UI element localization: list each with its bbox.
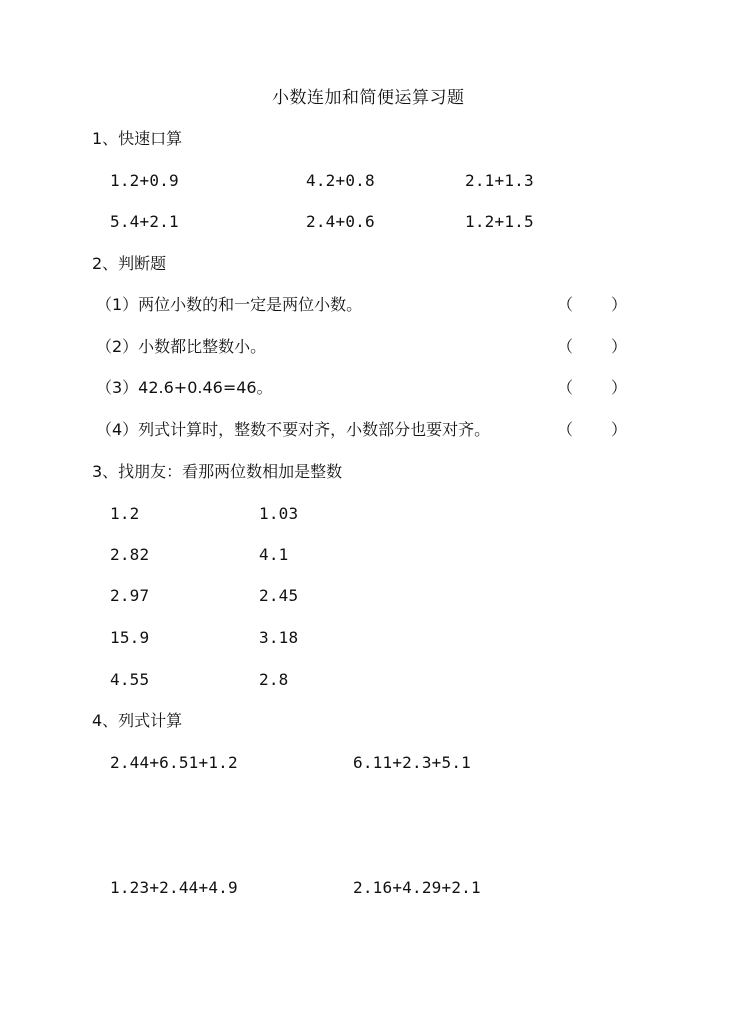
judgement-statement: （4）列式计算时，整数不要对齐，小数部分也要对齐。 (96, 420, 491, 439)
quick-calc-item: 1.2+0.9 (110, 171, 179, 190)
section-heading-quick-calc: 1、快速口算 (92, 129, 183, 148)
friend-number-left[interactable]: 1.2 (110, 504, 140, 523)
quick-calc-item: 4.2+0.8 (306, 171, 375, 190)
quick-calc-item: 1.2+1.5 (465, 212, 534, 231)
column-calc-item: 2.44+6.51+1.2 (110, 753, 238, 772)
friend-number-right[interactable]: 2.45 (259, 586, 299, 605)
friend-number-right[interactable]: 1.03 (259, 504, 299, 523)
answer-parentheses[interactable] (557, 420, 627, 440)
answer-parentheses[interactable] (557, 337, 627, 357)
judgement-statement: （1）两位小数的和一定是两位小数。 (96, 295, 363, 314)
close-paren: ） (610, 420, 627, 439)
open-paren: （ (557, 378, 574, 397)
open-paren: （ (557, 295, 574, 314)
section-heading-true-false: 2、判断题 (92, 254, 167, 273)
close-paren: ） (610, 378, 627, 397)
judgement-statement: （2）小数都比整数小。 (96, 337, 267, 356)
quick-calc-item: 5.4+2.1 (110, 212, 179, 231)
column-calc-item: 6.11+2.3+5.1 (353, 753, 471, 772)
friend-number-left[interactable]: 2.97 (110, 586, 150, 605)
judgement-statement: （3）42.6+0.46=46。 (96, 378, 273, 397)
friend-number-left[interactable]: 15.9 (110, 628, 150, 647)
friend-number-left[interactable]: 2.82 (110, 545, 150, 564)
close-paren: ） (610, 337, 627, 356)
friend-number-right[interactable]: 2.8 (259, 670, 289, 689)
quick-calc-item: 2.1+1.3 (465, 171, 534, 190)
close-paren: ） (610, 295, 627, 314)
column-calc-item: 1.23+2.44+4.9 (110, 878, 238, 897)
worksheet-title: 小数连加和简便运算习题 (272, 88, 465, 108)
answer-parentheses[interactable] (557, 378, 627, 398)
friend-number-right[interactable]: 4.1 (259, 545, 289, 564)
column-calc-item: 2.16+4.29+2.1 (353, 878, 481, 897)
section-heading-find-friends: 3、找朋友：看那两位数相加是整数 (92, 462, 343, 481)
quick-calc-item: 2.4+0.6 (306, 212, 375, 231)
open-paren: （ (557, 420, 574, 439)
friend-number-left[interactable]: 4.55 (110, 670, 150, 689)
section-heading-column-calc: 4、列式计算 (92, 711, 183, 730)
answer-parentheses[interactable] (557, 295, 627, 315)
friend-number-right[interactable]: 3.18 (259, 628, 299, 647)
open-paren: （ (557, 337, 574, 356)
